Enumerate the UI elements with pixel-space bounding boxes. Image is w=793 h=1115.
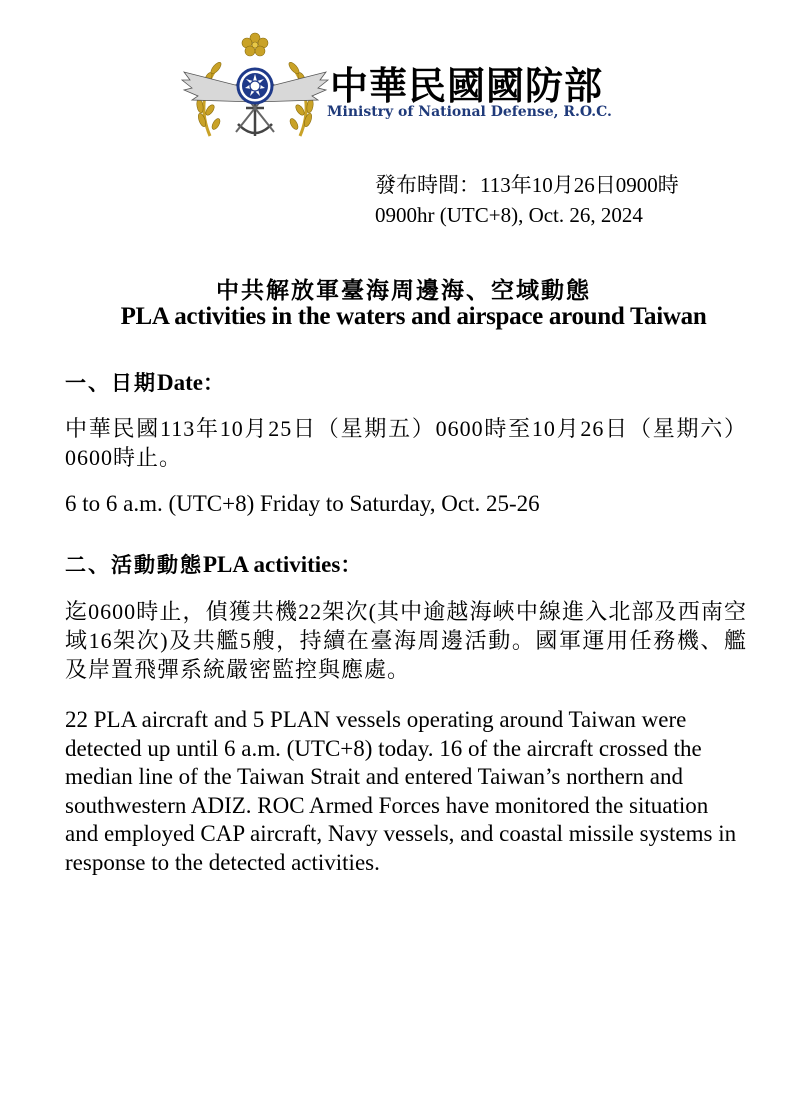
- release-time-en: 0900hr (UTC+8), Oct. 26, 2024: [375, 203, 643, 227]
- organization-name-en: Ministry of National Defense, R.O.C.: [327, 104, 612, 120]
- release-time-zh: 發布時間：113年10月26日0900時: [375, 173, 679, 197]
- section-heading-date-en: Date: [157, 370, 203, 395]
- section-heading-activities-colon: ：: [340, 553, 364, 577]
- section-heading-activities-en: PLA activities: [203, 552, 341, 577]
- date-body-zh: 中華民國113年10月25日（星期五）0600時至10月26日（星期六）0600時止。: [65, 416, 747, 470]
- document-title-zh: 中共解放軍臺海周邊海、空域動態: [216, 278, 591, 304]
- activities-body-zh: 迄0600時止，偵獲共機22架次(其中逾越海峽中線進入北部及西南空域16架次)及共艦5艘，持續在臺海周邊活動。國軍運用任務機、艦及岸置飛彈系統嚴密監控與應處。: [65, 599, 747, 682]
- organization-name-zh: 中華民國國防部: [330, 64, 604, 108]
- activities-body-en: 22 PLA aircraft and 5 PLAN vessels operating around Taiwan were detected up until 6 a.m. (UTC+8) today. 16 of the aircraft crossed the median line of the Taiwan Strait and entered Taiwan’s northern and southwestern ADIZ. ROC Armed Forces have monitored the situation and employed CAP aircraft, Navy vessels, and coastal missile systems in response to the detected activities.: [65, 707, 737, 875]
- section-heading-date-colon: ：: [202, 371, 226, 395]
- mnd-emblem-icon: [180, 28, 330, 146]
- document-title-en: PLA activities in the waters and airspace around Taiwan: [120, 303, 707, 330]
- section-heading-activities-zh: 二、活動動態: [65, 553, 203, 577]
- section-heading-activities: [65, 549, 363, 579]
- section-heading-date-zh: 一、日期: [65, 371, 157, 395]
- section-heading-date: [65, 367, 226, 397]
- date-body-en: 6 to 6 a.m. (UTC+8) Friday to Saturday, Oct. 25-26: [65, 491, 540, 516]
- release-time: [375, 170, 679, 230]
